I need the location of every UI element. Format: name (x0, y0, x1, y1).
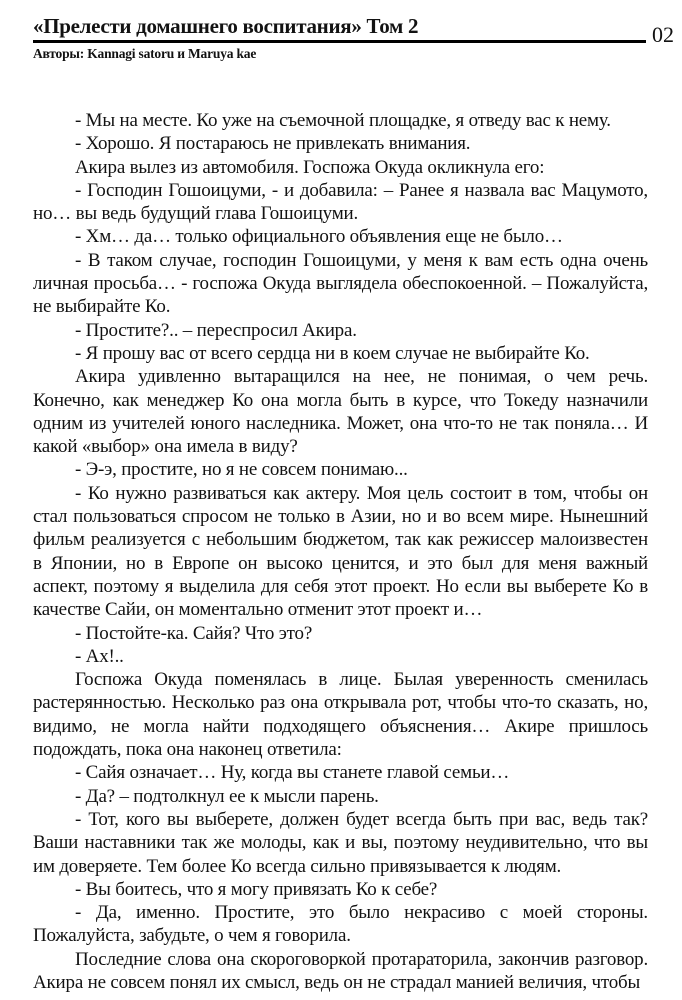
authors-line: Авторы: Kannagi satoru и Maruya kae (33, 46, 257, 61)
paragraph: - Вы боитесь, что я могу привязать Ко к себе? (75, 878, 438, 900)
paragraph: - Господин Гошоицуми, - и добавила: – Ранее я назвала вас Мацумото, но… вы ведь будущий глава Гошоицуми. (33, 179, 648, 225)
paragraph: - Да, именно. Простите, это было некрасиво с моей стороны. Пожалуйста, забудьте, о чем я говорила. (33, 902, 648, 947)
paragraph: - Тот, кого вы выберете, должен будет всегда быть при вас, ведь так? Ваши наставники так же молоды, как и вы, поэтому неудивительно, что вы им доверяете. Тем более Ко всегда сильно привязывается к людям. (33, 808, 648, 877)
paragraph: Последние слова она скороговоркой протараторила, закончив разговор. Акира не совсем понял их смысл, ведь он не страдал манией величия, чтобы (33, 948, 648, 993)
paragraph: - Мы на месте. Ко уже на съемочной площадке, я отведу вас к нему. (75, 110, 611, 131)
page-title: «Прелести домашнего воспитания» Том 2 (33, 14, 419, 38)
paragraph: Акира удивленно вытаращился на нее, не понимая, о чем речь. Конечно, как менеджер Ко она могла быть в курсе, что Токеду назначили одним из учителей юного наследника. Может, она что-то не так поняла… И какой «выбор» она имела в виду? (33, 366, 648, 458)
paragraph: Акира вылез из автомобиля. Госпожа Окуда окликнула его: (75, 156, 545, 178)
header-row (33, 14, 674, 47)
text-content (33, 109, 648, 994)
paragraph: - Ко нужно развиваться как актеру. Моя цель состоит в том, чтобы он стал пользоваться спросом не только в Азии, но и во всем мире. Нынешний фильм реализуется с небольшим бюджетом, так как режиссер малоизвестен в Японии, но в Европе он высоко ценится, и это был для меня важный аспект, поэтому я выделила для себя этот проект. Но если вы выберете Ко в качестве Сайи, он моментально отменит этот проект и… (33, 482, 648, 621)
page-number: 02 (652, 22, 674, 47)
title-underline (33, 14, 646, 43)
paragraph: - Сайя означает… Ну, когда вы станете главой семьи… (75, 762, 510, 784)
paragraph: - Простите?.. – переспросил Акира. (75, 319, 357, 341)
paragraph: - Да? – подтолкнул ее к мысли парень. (75, 785, 379, 807)
page-header (0, 14, 682, 62)
paragraph: - Э-э, простите, но я не совсем понимаю... (75, 459, 408, 481)
paragraph: - Ах!.. (75, 645, 124, 667)
paragraph: Госпожа Окуда поменялась в лице. Былая уверенность сменилась растерянностью. Несколько раз она открывала рот, чтобы что-то сказать, но, видимо, не могла найти подходящего объяснения… Акире пришлось подождать, пока она наконец ответила: (33, 669, 648, 761)
paragraph: - Постойте-ка. Сайя? Что это? (75, 622, 313, 644)
paragraph: - Я прошу вас от всего сердца ни в коем случае не выбирайте Ко. (75, 342, 590, 364)
paragraph: - В таком случае, господин Гошоицуми, у меня к вам есть одна очень личная просьба… - госпожа Окуда выглядела обеспокоенной. – Пожалуйста, не выбирайте Ко. (33, 249, 648, 318)
paragraph: - Хорошо. Я постараюсь не привлекать внимания. (75, 133, 471, 155)
paragraph: - Хм… да… только официального объявления еще не было… (75, 226, 563, 248)
